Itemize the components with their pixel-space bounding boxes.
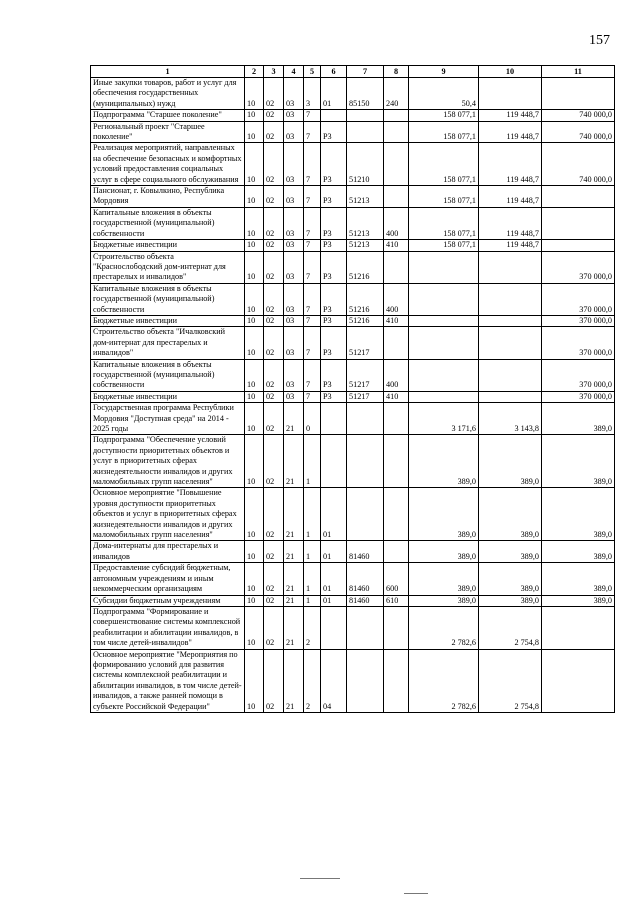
table-row xyxy=(91,606,615,649)
section-cell: 10 xyxy=(245,403,264,435)
amount-cell xyxy=(409,251,479,283)
section-cell: 10 xyxy=(245,606,264,649)
expense-type-cell xyxy=(384,121,409,143)
program-cell: 03 xyxy=(284,110,304,121)
amount-cell: 389,0 xyxy=(479,435,542,488)
direction-cell: 51213 xyxy=(347,240,384,251)
amount-cell xyxy=(409,359,479,391)
direction-cell xyxy=(347,110,384,121)
expense-type-cell xyxy=(384,110,409,121)
table-row xyxy=(91,121,615,143)
amount-cell: 389,0 xyxy=(542,563,615,595)
column-header: 9 xyxy=(409,66,479,78)
expense-type-cell: 240 xyxy=(384,78,409,110)
table-row xyxy=(91,78,615,110)
program-cell: 21 xyxy=(284,595,304,606)
amount-cell: 158 077,1 xyxy=(409,121,479,143)
expense-type-cell xyxy=(384,403,409,435)
expense-type-cell xyxy=(384,606,409,649)
amount-cell: 389,0 xyxy=(542,595,615,606)
table-body xyxy=(91,78,615,713)
item-name-cell: Капитальные вложения в объекты государственной (муниципальной) собственности xyxy=(91,283,245,315)
section-cell: 10 xyxy=(245,240,264,251)
direction-cell: 51217 xyxy=(347,359,384,391)
program-cell: 21 xyxy=(284,563,304,595)
amount-cell: 370 000,0 xyxy=(542,251,615,283)
section-cell: 10 xyxy=(245,359,264,391)
amount-cell xyxy=(542,240,615,251)
amount-cell xyxy=(542,186,615,208)
amount-cell xyxy=(542,207,615,239)
table-row xyxy=(91,315,615,326)
direction-cell xyxy=(347,649,384,712)
subprogram-cell: 2 xyxy=(304,649,321,712)
section-cell: 10 xyxy=(245,186,264,208)
amount-cell xyxy=(479,283,542,315)
table-row xyxy=(91,488,615,541)
direction-cell xyxy=(347,435,384,488)
subsection-cell: 02 xyxy=(264,403,284,435)
activity-cell: 04 xyxy=(321,649,347,712)
table-row xyxy=(91,143,615,186)
subprogram-cell: 7 xyxy=(304,186,321,208)
item-name-cell: Субсидии бюджетным учреждениям xyxy=(91,595,245,606)
program-cell: 03 xyxy=(284,78,304,110)
program-cell: 03 xyxy=(284,121,304,143)
column-header: 3 xyxy=(264,66,284,78)
subprogram-cell: 1 xyxy=(304,563,321,595)
expense-type-cell xyxy=(384,251,409,283)
amount-cell: 740 000,0 xyxy=(542,121,615,143)
amount-cell: 370 000,0 xyxy=(542,315,615,326)
amount-cell: 740 000,0 xyxy=(542,110,615,121)
section-cell: 10 xyxy=(245,315,264,326)
activity-cell: P3 xyxy=(321,359,347,391)
expense-type-cell: 610 xyxy=(384,595,409,606)
expense-type-cell xyxy=(384,488,409,541)
section-cell: 10 xyxy=(245,391,264,402)
subsection-cell: 02 xyxy=(264,121,284,143)
direction-cell: 51216 xyxy=(347,315,384,326)
subsection-cell: 02 xyxy=(264,207,284,239)
section-cell: 10 xyxy=(245,595,264,606)
subsection-cell: 02 xyxy=(264,391,284,402)
subprogram-cell: 3 xyxy=(304,78,321,110)
item-name-cell: Бюджетные инвестиции xyxy=(91,391,245,402)
program-cell: 03 xyxy=(284,143,304,186)
subsection-cell: 02 xyxy=(264,110,284,121)
subprogram-cell: 7 xyxy=(304,251,321,283)
table-row xyxy=(91,359,615,391)
subsection-cell: 02 xyxy=(264,435,284,488)
item-name-cell: Подпрограмма "Обеспечение условий доступности приоритетных объектов и услуг в приоритетных сферах жизнедеятельности инвалидов и других маломобильных групп населения" xyxy=(91,435,245,488)
page-number: 157 xyxy=(589,33,610,48)
amount-cell: 389,0 xyxy=(542,488,615,541)
program-cell: 03 xyxy=(284,240,304,251)
subsection-cell: 02 xyxy=(264,251,284,283)
direction-cell: 51216 xyxy=(347,283,384,315)
activity-cell: P3 xyxy=(321,186,347,208)
direction-cell: 51217 xyxy=(347,327,384,359)
table-row xyxy=(91,240,615,251)
section-cell: 10 xyxy=(245,649,264,712)
item-name-cell: Пансионат, г. Ковылкино, Республика Мордовия xyxy=(91,186,245,208)
expense-type-cell: 600 xyxy=(384,563,409,595)
direction-cell: 85150 xyxy=(347,78,384,110)
table-row xyxy=(91,541,615,563)
section-cell: 10 xyxy=(245,110,264,121)
activity-cell: P3 xyxy=(321,251,347,283)
activity-cell: 01 xyxy=(321,488,347,541)
subprogram-cell: 7 xyxy=(304,391,321,402)
amount-cell xyxy=(409,327,479,359)
amount-cell: 389,0 xyxy=(479,541,542,563)
expense-type-cell xyxy=(384,143,409,186)
amount-cell: 389,0 xyxy=(542,541,615,563)
subsection-cell: 02 xyxy=(264,595,284,606)
amount-cell: 2 754,8 xyxy=(479,606,542,649)
subprogram-cell: 7 xyxy=(304,315,321,326)
program-cell: 03 xyxy=(284,315,304,326)
table-row xyxy=(91,595,615,606)
amount-cell xyxy=(542,78,615,110)
section-cell: 10 xyxy=(245,143,264,186)
amount-cell: 370 000,0 xyxy=(542,359,615,391)
amount-cell: 119 448,7 xyxy=(479,110,542,121)
amount-cell: 158 077,1 xyxy=(409,240,479,251)
direction-cell xyxy=(347,121,384,143)
amount-cell xyxy=(479,327,542,359)
subprogram-cell: 7 xyxy=(304,359,321,391)
item-name-cell: Региональный проект "Старшее поколение" xyxy=(91,121,245,143)
amount-cell: 389,0 xyxy=(479,488,542,541)
section-cell: 10 xyxy=(245,251,264,283)
subsection-cell: 02 xyxy=(264,606,284,649)
section-cell: 10 xyxy=(245,207,264,239)
item-name-cell: Капитальные вложения в объекты государственной (муниципальной) собственности xyxy=(91,207,245,239)
section-cell: 10 xyxy=(245,121,264,143)
amount-cell: 370 000,0 xyxy=(542,391,615,402)
section-cell: 10 xyxy=(245,327,264,359)
table-row xyxy=(91,327,615,359)
subprogram-cell: 2 xyxy=(304,606,321,649)
amount-cell: 119 448,7 xyxy=(479,121,542,143)
subprogram-cell: 1 xyxy=(304,488,321,541)
header-row xyxy=(91,66,615,78)
subprogram-cell: 7 xyxy=(304,240,321,251)
expense-type-cell: 400 xyxy=(384,207,409,239)
direction-cell: 81460 xyxy=(347,563,384,595)
direction-cell xyxy=(347,606,384,649)
amount-cell xyxy=(479,315,542,326)
subsection-cell: 02 xyxy=(264,649,284,712)
amount-cell: 370 000,0 xyxy=(542,283,615,315)
activity-cell: 01 xyxy=(321,78,347,110)
item-name-cell: Строительство объекта "Краснослободский дом-интернат для престарелых и инвалидов" xyxy=(91,251,245,283)
amount-cell: 2 782,6 xyxy=(409,606,479,649)
program-cell: 21 xyxy=(284,649,304,712)
amount-cell xyxy=(479,359,542,391)
expense-type-cell: 410 xyxy=(384,391,409,402)
direction-cell: 51213 xyxy=(347,186,384,208)
amount-cell: 389,0 xyxy=(542,403,615,435)
item-name-cell: Реализация мероприятий, направленных на обеспечение безопасных и комфортных условий предоставления социальных услуг в сфере социального обслуживания xyxy=(91,143,245,186)
program-cell: 21 xyxy=(284,403,304,435)
program-cell: 21 xyxy=(284,606,304,649)
column-header: 2 xyxy=(245,66,264,78)
activity-cell: 01 xyxy=(321,541,347,563)
direction-cell: 51216 xyxy=(347,251,384,283)
amount-cell xyxy=(479,251,542,283)
direction-cell: 51213 xyxy=(347,207,384,239)
amount-cell: 2 782,6 xyxy=(409,649,479,712)
activity-cell: P3 xyxy=(321,327,347,359)
program-cell: 03 xyxy=(284,186,304,208)
activity-cell: 01 xyxy=(321,595,347,606)
activity-cell: 01 xyxy=(321,563,347,595)
table-row xyxy=(91,391,615,402)
column-header: 10 xyxy=(479,66,542,78)
expense-type-cell xyxy=(384,541,409,563)
budget-table xyxy=(90,65,615,713)
item-name-cell: Бюджетные инвестиции xyxy=(91,240,245,251)
item-name-cell: Строительство объекта "Ичалковский дом-интернат для престарелых и инвалидов" xyxy=(91,327,245,359)
expense-type-cell xyxy=(384,327,409,359)
expense-type-cell: 400 xyxy=(384,359,409,391)
amount-cell: 119 448,7 xyxy=(479,240,542,251)
amount-cell xyxy=(542,606,615,649)
column-header: 7 xyxy=(347,66,384,78)
subsection-cell: 02 xyxy=(264,240,284,251)
activity-cell xyxy=(321,403,347,435)
table-row xyxy=(91,403,615,435)
section-cell: 10 xyxy=(245,563,264,595)
amount-cell xyxy=(479,391,542,402)
scan-mark xyxy=(300,878,340,879)
program-cell: 21 xyxy=(284,541,304,563)
activity-cell xyxy=(321,435,347,488)
program-cell: 03 xyxy=(284,283,304,315)
direction-cell: 81460 xyxy=(347,595,384,606)
column-header: 11 xyxy=(542,66,615,78)
subprogram-cell: 7 xyxy=(304,207,321,239)
program-cell: 21 xyxy=(284,435,304,488)
program-cell: 03 xyxy=(284,359,304,391)
table-row xyxy=(91,186,615,208)
amount-cell xyxy=(409,315,479,326)
column-header: 1 xyxy=(91,66,245,78)
column-header: 5 xyxy=(304,66,321,78)
table-row xyxy=(91,251,615,283)
subprogram-cell: 7 xyxy=(304,283,321,315)
section-cell: 10 xyxy=(245,435,264,488)
direction-cell: 81460 xyxy=(347,541,384,563)
subsection-cell: 02 xyxy=(264,315,284,326)
subprogram-cell: 7 xyxy=(304,110,321,121)
program-cell: 03 xyxy=(284,391,304,402)
activity-cell xyxy=(321,606,347,649)
program-cell: 03 xyxy=(284,251,304,283)
amount-cell: 740 000,0 xyxy=(542,143,615,186)
column-header: 8 xyxy=(384,66,409,78)
subsection-cell: 02 xyxy=(264,563,284,595)
subsection-cell: 02 xyxy=(264,359,284,391)
direction-cell: 51217 xyxy=(347,391,384,402)
direction-cell: 51210 xyxy=(347,143,384,186)
section-cell: 10 xyxy=(245,283,264,315)
item-name-cell: Основное мероприятие "Повышение уровня доступности приоритетных объектов и услуг в приоритетных сферах жизнедеятельности инвалидов и других маломобильных групп населения" xyxy=(91,488,245,541)
amount-cell: 158 077,1 xyxy=(409,186,479,208)
section-cell: 10 xyxy=(245,78,264,110)
amount-cell: 389,0 xyxy=(409,488,479,541)
amount-cell: 370 000,0 xyxy=(542,327,615,359)
activity-cell: P3 xyxy=(321,143,347,186)
amount-cell: 119 448,7 xyxy=(479,186,542,208)
section-cell: 10 xyxy=(245,488,264,541)
expense-type-cell xyxy=(384,649,409,712)
expense-type-cell xyxy=(384,186,409,208)
subprogram-cell: 7 xyxy=(304,121,321,143)
amount-cell: 389,0 xyxy=(409,563,479,595)
subprogram-cell: 1 xyxy=(304,435,321,488)
item-name-cell: Основное мероприятие "Мероприятия по формированию условий для развития системы комплексной реабилитации и абилитации инвалидов, в том числе детей-инвалидов, а также ранней помощи в субъекте Российской Федерации" xyxy=(91,649,245,712)
amount-cell: 3 171,6 xyxy=(409,403,479,435)
item-name-cell: Бюджетные инвестиции xyxy=(91,315,245,326)
table-row xyxy=(91,649,615,712)
amount-cell: 119 448,7 xyxy=(479,207,542,239)
item-name-cell: Государственная программа Республики Мордовия "Доступная среда" на 2014 - 2025 годы xyxy=(91,403,245,435)
program-cell: 21 xyxy=(284,488,304,541)
table-row xyxy=(91,207,615,239)
column-header: 4 xyxy=(284,66,304,78)
table-row xyxy=(91,435,615,488)
subsection-cell: 02 xyxy=(264,143,284,186)
table-row xyxy=(91,110,615,121)
section-cell: 10 xyxy=(245,541,264,563)
activity-cell: P3 xyxy=(321,240,347,251)
amount-cell: 389,0 xyxy=(409,595,479,606)
item-name-cell: Иные закупки товаров, работ и услуг для обеспечения государственных (муниципальных) нужд xyxy=(91,78,245,110)
program-cell: 03 xyxy=(284,327,304,359)
expense-type-cell xyxy=(384,435,409,488)
program-cell: 03 xyxy=(284,207,304,239)
item-name-cell: Предоставление субсидий бюджетным, автономным учреждениям и иным некоммерческим организациям xyxy=(91,563,245,595)
item-name-cell: Капитальные вложения в объекты государственной (муниципальной) собственности xyxy=(91,359,245,391)
subsection-cell: 02 xyxy=(264,327,284,359)
table-row xyxy=(91,563,615,595)
amount-cell: 389,0 xyxy=(479,595,542,606)
item-name-cell: Подпрограмма "Формирование и совершенствование системы комплексной реабилитации и абилитации инвалидов, в том числе детей-инвалидов" xyxy=(91,606,245,649)
subprogram-cell: 1 xyxy=(304,541,321,563)
direction-cell xyxy=(347,488,384,541)
amount-cell: 389,0 xyxy=(409,435,479,488)
subsection-cell: 02 xyxy=(264,78,284,110)
item-name-cell: Дома-интернаты для престарелых и инвалидов xyxy=(91,541,245,563)
amount-cell xyxy=(409,391,479,402)
activity-cell xyxy=(321,110,347,121)
amount-cell: 389,0 xyxy=(542,435,615,488)
amount-cell: 50,4 xyxy=(409,78,479,110)
direction-cell xyxy=(347,403,384,435)
amount-cell: 2 754,8 xyxy=(479,649,542,712)
expense-type-cell: 400 xyxy=(384,283,409,315)
expense-type-cell: 410 xyxy=(384,240,409,251)
item-name-cell: Подпрограмма "Старшее поколение" xyxy=(91,110,245,121)
subsection-cell: 02 xyxy=(264,283,284,315)
subsection-cell: 02 xyxy=(264,186,284,208)
amount-cell: 389,0 xyxy=(479,563,542,595)
activity-cell: P3 xyxy=(321,315,347,326)
amount-cell xyxy=(409,283,479,315)
column-header: 6 xyxy=(321,66,347,78)
subprogram-cell: 7 xyxy=(304,327,321,359)
activity-cell: P3 xyxy=(321,207,347,239)
amount-cell xyxy=(542,649,615,712)
expense-type-cell: 410 xyxy=(384,315,409,326)
amount-cell: 119 448,7 xyxy=(479,143,542,186)
subprogram-cell: 1 xyxy=(304,595,321,606)
amount-cell: 389,0 xyxy=(409,541,479,563)
subprogram-cell: 7 xyxy=(304,143,321,186)
activity-cell: P3 xyxy=(321,391,347,402)
amount-cell: 3 143,8 xyxy=(479,403,542,435)
scan-mark xyxy=(404,893,428,894)
table-row xyxy=(91,283,615,315)
amount-cell: 158 077,1 xyxy=(409,207,479,239)
subsection-cell: 02 xyxy=(264,488,284,541)
subsection-cell: 02 xyxy=(264,541,284,563)
amount-cell: 158 077,1 xyxy=(409,110,479,121)
amount-cell xyxy=(479,78,542,110)
activity-cell: P3 xyxy=(321,283,347,315)
activity-cell: P3 xyxy=(321,121,347,143)
amount-cell: 158 077,1 xyxy=(409,143,479,186)
subprogram-cell: 0 xyxy=(304,403,321,435)
